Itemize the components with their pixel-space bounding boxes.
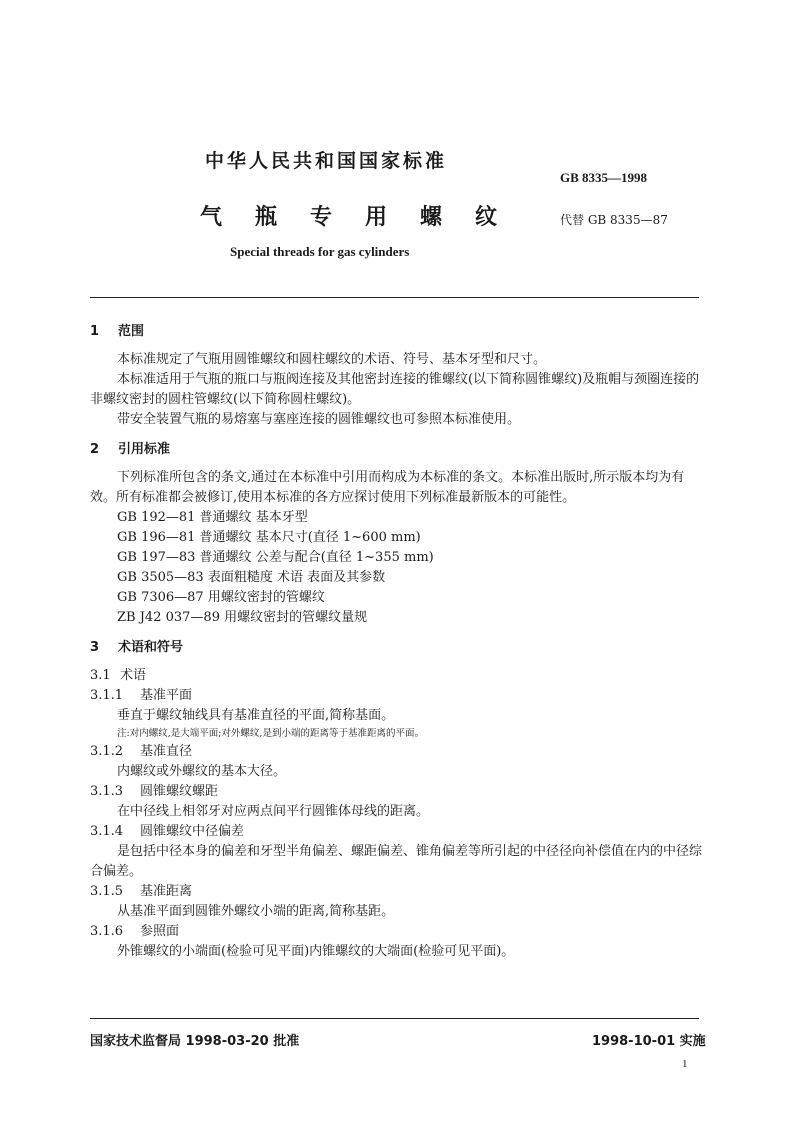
reference-item: GB 3505—83 表面粗糙度 术语 表面及其参数 [117,570,386,585]
paragraph: 本标准适用于气瓶的瓶口与瓶阀连接及其他密封连接的锥螺纹(以下简称圆锥螺纹)及瓶帽与颈圈连接的非螺纹密封的圆柱管螺纹(以下简称圆柱螺纹)。 [90,372,700,407]
term-note: 注:对内螺纹,是大端平面;对外螺纹,是到小端的距离等于基准距离的平面。 [117,728,424,739]
issuing-body: 中华人民共和国国家标准 [205,150,448,172]
term-heading: 3.1.4 圆锥螺纹中径偏差 [90,824,245,839]
approval-line: 国家技术监督局 1998-03-20 批准 [90,1034,300,1049]
section-3-heading: 3 术语和符号 [90,640,184,655]
effective-date: 1998-10-01 实施 [592,1034,706,1049]
reference-item: ZB J42 037—89 用螺纹密封的管螺纹量规 [117,610,368,625]
reference-item: GB 197—83 普通螺纹 公差与配合(直径 1~355 mm) [117,550,434,565]
replaces-note: 代替 GB 8335—87 [560,213,668,227]
paragraph: 下列标准所包含的条文,通过在本标准中引用而构成为本标准的条文。本标准出版时,所示版本均为有效。所有标准都会被修订,使用本标准的各方应探讨使用下列标准最新版本的可能性。 [90,470,685,505]
standard-number: GB 8335—1998 [560,170,648,185]
reference-item: GB 7306—87 用螺纹密封的管螺纹 [117,590,325,605]
paragraph: 本标准规定了气瓶用圆锥螺纹和圆柱螺纹的术语、符号、基本牙型和尺寸。 [117,352,547,367]
reference-item: GB 196—81 普通螺纹 基本尺寸(直径 1~600 mm) [117,530,421,545]
main-content [90,322,702,962]
section-2-heading: 2 引用标准 [90,442,171,457]
term-heading: 3.1.3 圆锥螺纹螺距 [90,784,219,799]
term-definition: 垂直于螺纹轴线具有基准直径的平面,简称基面。 [117,708,395,723]
term-definition: 是包括中径本身的偏差和牙型半角偏差、螺距偏差、锥角偏差等所引起的中径径向补偿值在内的中径综合偏差。 [90,844,703,879]
section-1-heading: 1 范围 [90,324,145,339]
reference-item: GB 192—81 普通螺纹 基本牙型 [117,510,308,525]
page-number: 1 [682,1058,688,1070]
term-definition: 内螺纹或外螺纹的基本大径。 [117,764,287,779]
document-title: 气瓶专用螺纹 [200,205,531,230]
top-divider [90,297,699,298]
english-title: Special threads for gas cylinders [230,244,410,259]
term-definition: 在中径线上相邻牙对应两点间平行圆锥体母线的距离。 [117,804,430,819]
term-heading: 3.1.2 基准直径 [90,744,193,759]
term-definition: 外锥螺纹的小端面(检验可见平面)内锥螺纹的大端面(检验可见平面)。 [117,944,515,959]
term-definition: 从基准平面到圆锥外螺纹小端的距离,简称基距。 [117,904,395,919]
subsection-heading: 3.1 术语 [90,668,147,683]
term-heading: 3.1.5 基准距离 [90,884,193,899]
paragraph: 带安全装置气瓶的易熔塞与塞座连接的圆锥螺纹也可参照本标准使用。 [117,412,521,427]
term-heading: 3.1.6 参照面 [90,924,180,939]
bottom-divider [90,1018,699,1019]
term-heading: 3.1.1 基准平面 [90,688,193,703]
